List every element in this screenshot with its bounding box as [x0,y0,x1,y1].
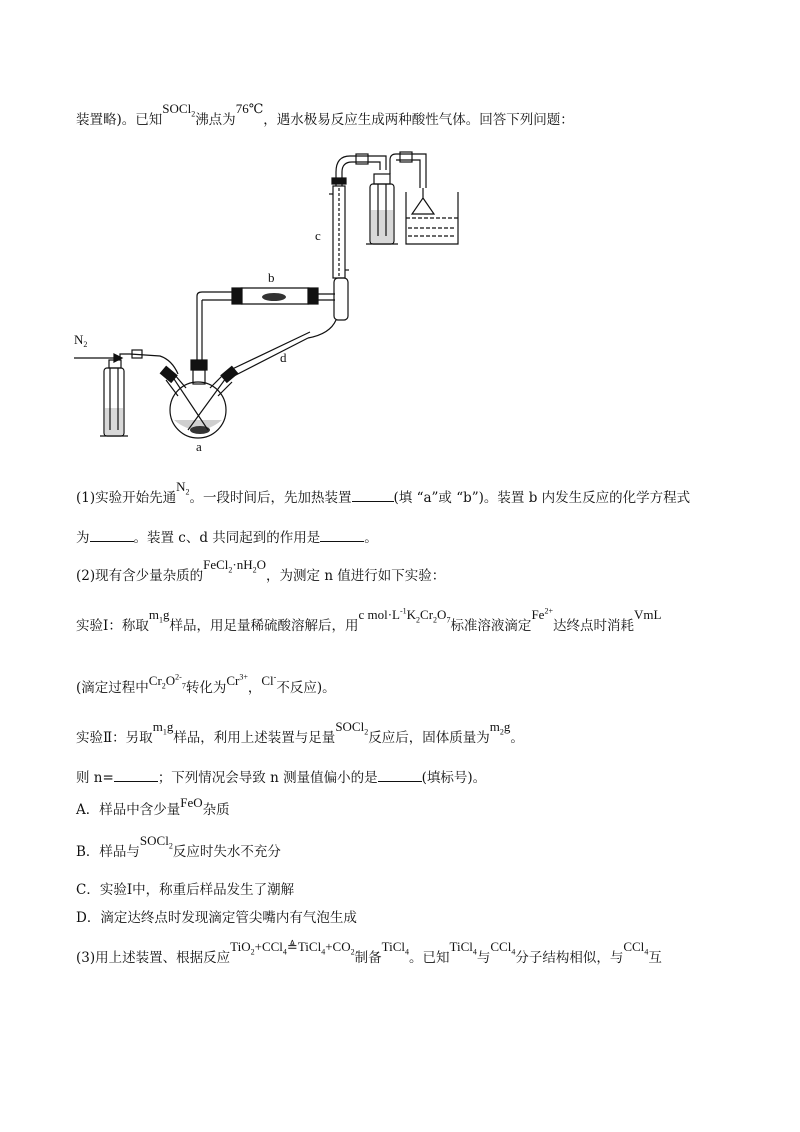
option-b: B．样品与SOCl$_2$反应时失水不充分 [76,833,281,860]
blank-cd-function[interactable] [320,541,364,542]
intro-text-2: 沸点为 [195,112,236,128]
q3-line-1: (3)用上述装置、根据反应$TiO_2+CCl_4≜TiCl_4+CO_2$制备TiCl$_4$。已知TiCl$_4$与CCl$_4$分子结构相似，与CCl$_4$互 [76,939,662,966]
fe2-ion: $Fe^{2+}$ [531,606,553,622]
cr2o7-ion: $Cr_2O^{2-}_7$ [148,672,186,691]
volume-vml: VmL [633,607,662,622]
q2-exp1: 实验Ⅰ：称取$m_1g$样品，用足量稀硫酸溶解后，用c $mol\cdot L^{-1}K_2Cr_2O_7$标准溶液滴定$Fe^{2+}$达终点时消耗VmL [76,606,662,634]
option-c: C．实验Ⅰ中，称重后样品发生了潮解 [76,882,295,898]
m1-mass: $m_1g$ [148,607,170,625]
q1-line-2: 为 。装置 c、d 共同起到的作用是 。 [76,530,378,546]
cr3-ion: $Cr^{3+}$ [226,672,248,688]
ticl4-formula-2: TiCl$_4$ [449,939,477,957]
socl2-formula-3: SOCl$_2$ [139,833,173,851]
blank-heat-device[interactable] [352,501,394,502]
ticl4-formula: TiCl$_4$ [381,939,409,957]
label-a: a [196,439,202,454]
n2-formula: $N_2$ [176,479,190,497]
blank-n-value[interactable] [114,781,158,782]
option-d: D．滴定达终点时发现滴定管尖嘴内有气泡生成 [76,910,357,926]
socl2-formula: SOCl$_2$ [162,101,196,119]
intro-text-3: ，遇水极易反应生成两种酸性气体。回答下列问题： [263,112,574,128]
k2cr2o7-conc: c $mol\cdot L^{-1}K_2Cr_2O_7$ [358,606,451,625]
intro-line [76,101,574,130]
blank-choice[interactable] [378,781,422,782]
label-b: b [268,270,275,285]
cl-ion: Cl- [261,672,277,688]
socl2-formula-2: SOCl$_2$ [335,719,369,737]
blank-equation[interactable] [90,541,134,542]
option-a: A．样品中含少量FeO杂质 [76,795,230,818]
m1-mass-2: $m_1g$ [152,719,174,737]
q2-note: (滴定过程中$Cr_2O^{2-}_7$转化为$Cr^{3+}$，Cl-不反应)。 [76,672,336,696]
q2-line-1: (2)现有含少量杂质的$FeCl_2\cdot nH_2O$，为测定 n 值进行如下实验： [76,557,446,584]
feo-formula: FeO [180,795,203,810]
q1-line-1: (1)实验开始先通$N_2$。一段时间后，先加热装置 (填 “a”或 “b”)。装置 b 内发生反应的化学方程式 [76,479,691,506]
label-c: c [315,228,321,243]
fecl2-formula: $FeCl_2\cdot nH_2O$ [203,557,267,575]
label-d: d [280,350,287,365]
q2-exp2: 实验Ⅱ：另取$m_1g$样品，利用上述装置与足量SOCl$_2$反应后，固体质量为$m_2g$。 [76,719,524,746]
ccl4-formula: CCl$_4$ [490,939,516,957]
q2-ask: 则 n= ；下列情况会导致 n 测量值偏小的是 (填标号)。 [76,770,487,786]
reaction-equation: $TiO_2+CCl_4≜TiCl_4+CO_2$ [230,939,355,957]
intro-text-1: 装置略)。已知 [76,112,163,128]
boiling-point: 76℃ [235,101,264,116]
m2-mass: $m_2g$ [489,719,511,737]
ccl4-formula-2: CCl$_4$ [623,939,649,957]
apparatus-diagram [60,148,660,458]
n2-label: $N_2$ [74,332,88,349]
